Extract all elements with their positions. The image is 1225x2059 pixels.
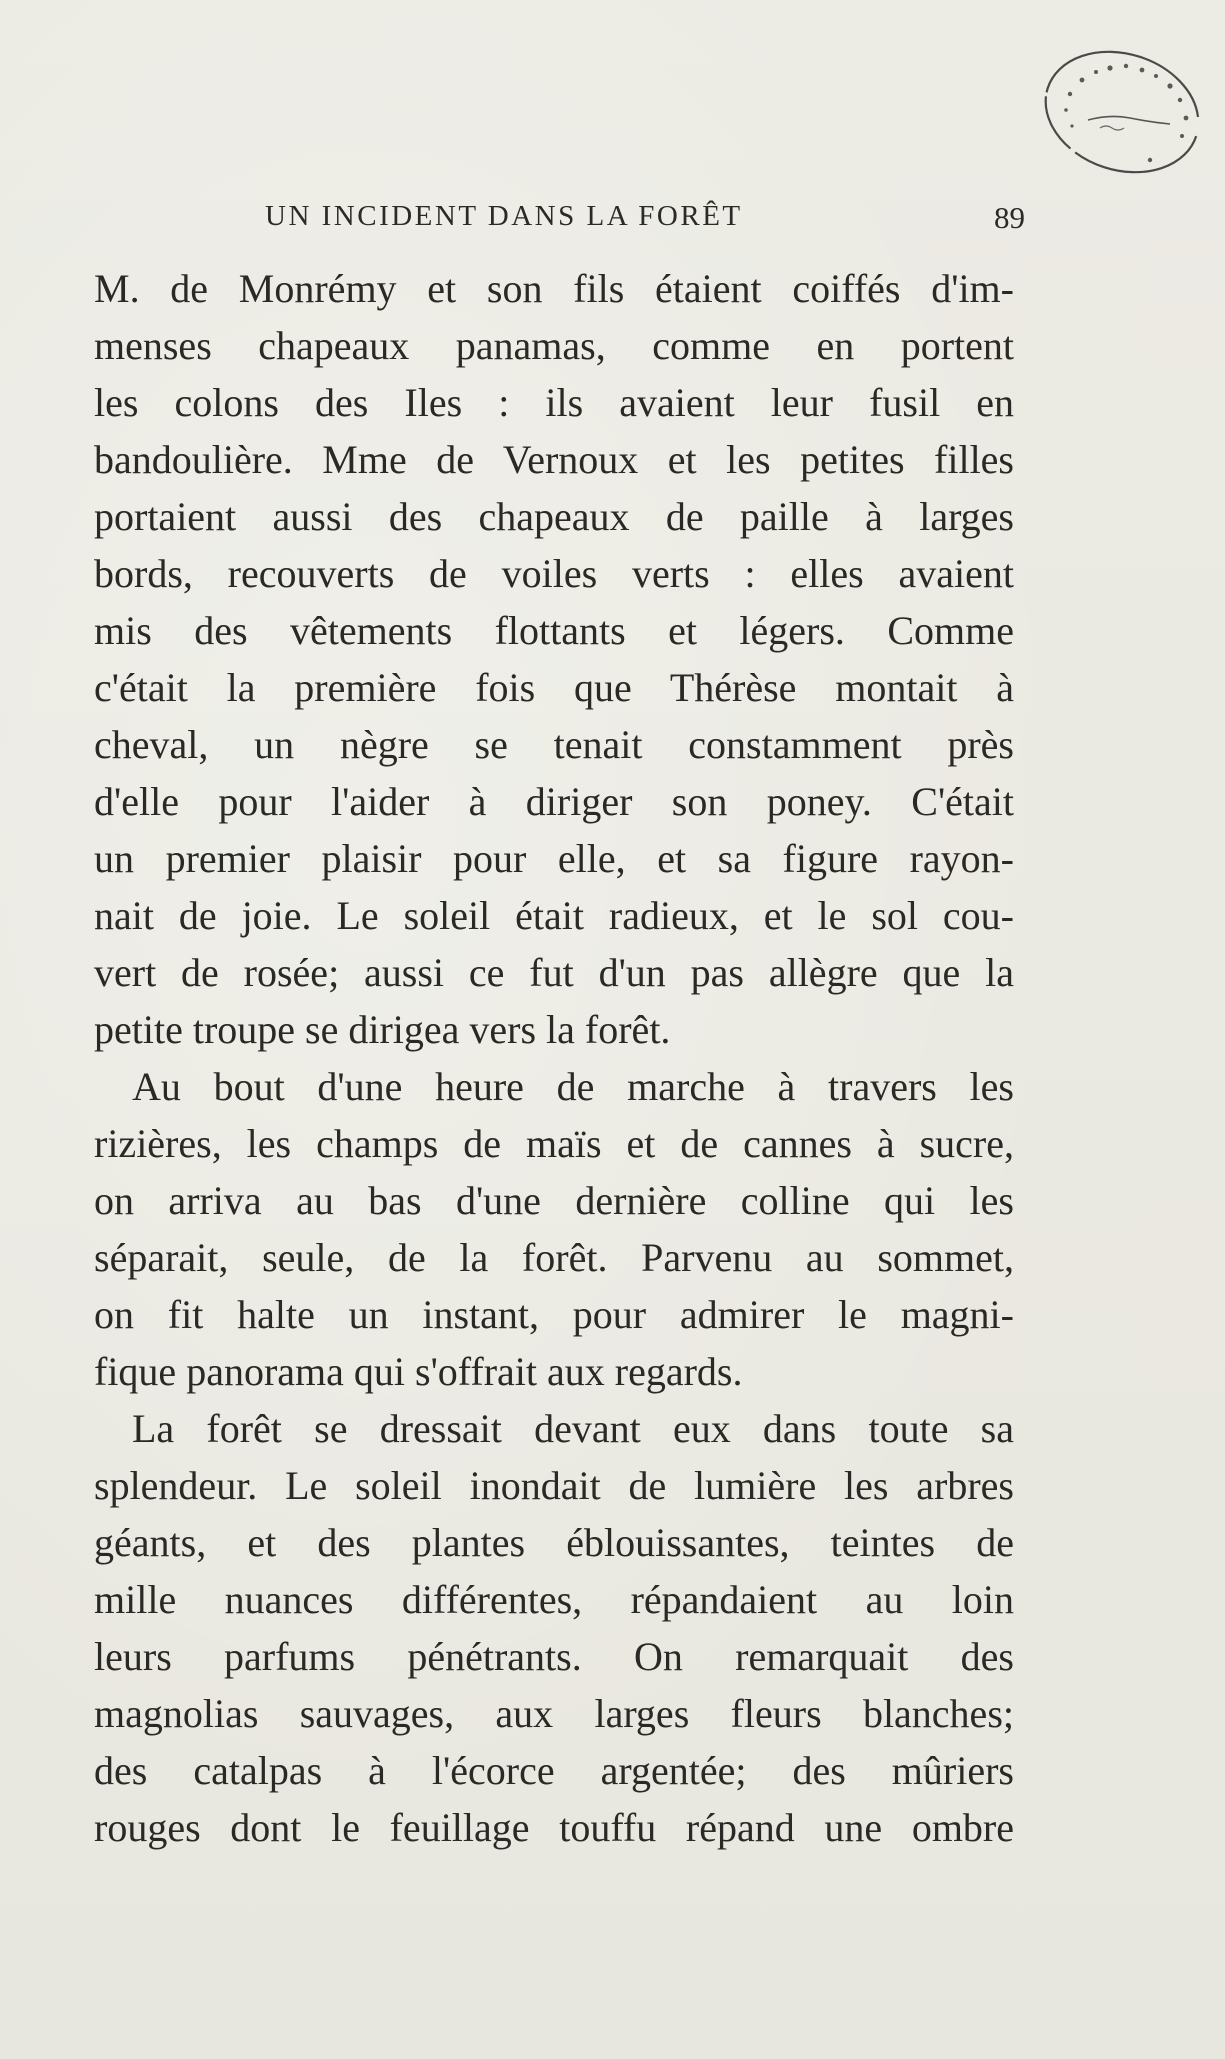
text-line: magnolias sauvages, aux larges fleurs blanches; [94,1691,1014,1736]
text-line: La forêt se dressait devant eux dans toute sa [132,1406,1014,1451]
text-line: un premier plaisir pour elle, et sa figure rayon- [94,836,1014,881]
text-line: d'elle pour l'aider à diriger son poney. C'était [94,779,1014,824]
text-line: mis des vêtements flottants et légers. Comme [94,608,1014,653]
text-line: menses chapeaux panamas, comme en portent [94,323,1014,368]
text-line: des catalpas à l'écorce argentée; des mûriers [94,1748,1014,1793]
text-line: bords, recouverts de voiles verts : elles avaient [94,551,1014,596]
text-line: rizières, les champs de maïs et de cannes à sucre, [94,1121,1014,1166]
text-line: rouges dont le feuillage touffu répand une ombre [94,1805,1014,1850]
text-line: bandoulière. Mme de Vernoux et les petites filles [94,437,1014,482]
page-number: 89 [994,200,1025,235]
text-line: portaient aussi des chapeaux de paille à larges [94,494,1014,539]
text-line: M. de Monrémy et son fils étaient coiffés d'im- [94,266,1014,311]
text-line: nait de joie. Le soleil était radieux, et le sol cou- [94,893,1014,938]
text-line: géants, et des plantes éblouissantes, teintes de [94,1520,1014,1565]
paragraph-3 [94,1400,1014,1856]
text-line: c'était la première fois que Thérèse montait à [94,665,1014,710]
running-title: UN INCIDENT DANS LA FORÊT [265,200,743,232]
text-line: on arriva au bas d'une dernière colline qui les [94,1178,1014,1223]
text-line: leurs parfums pénétrants. On remarquait des [94,1634,1014,1679]
body-text [94,260,1014,1856]
page-header [265,200,1025,250]
text-line: splendeur. Le soleil inondait de lumière les arbres [94,1463,1014,1508]
text-line: cheval, un nègre se tenait constamment près [94,722,1014,767]
text-line: Au bout d'une heure de marche à travers les [132,1064,1014,1109]
text-line: petite troupe se dirigea vers la forêt. [94,1007,671,1052]
text-line: on fit halte un instant, pour admirer le magni- [94,1292,1014,1337]
text-line: fique panorama qui s'offrait aux regards. [94,1349,743,1394]
text-line: vert de rosée; aussi ce fut d'un pas allègre que la [94,950,1014,995]
library-stamp-icon [1030,28,1210,188]
text-line: les colons des Iles : ils avaient leur fusil en [94,380,1014,425]
text-line: séparait, seule, de la forêt. Parvenu au sommet, [94,1235,1014,1280]
paragraph-2 [94,1058,1014,1400]
text-line: mille nuances différentes, répandaient au loin [94,1577,1014,1622]
paragraph-1 [94,260,1014,1058]
